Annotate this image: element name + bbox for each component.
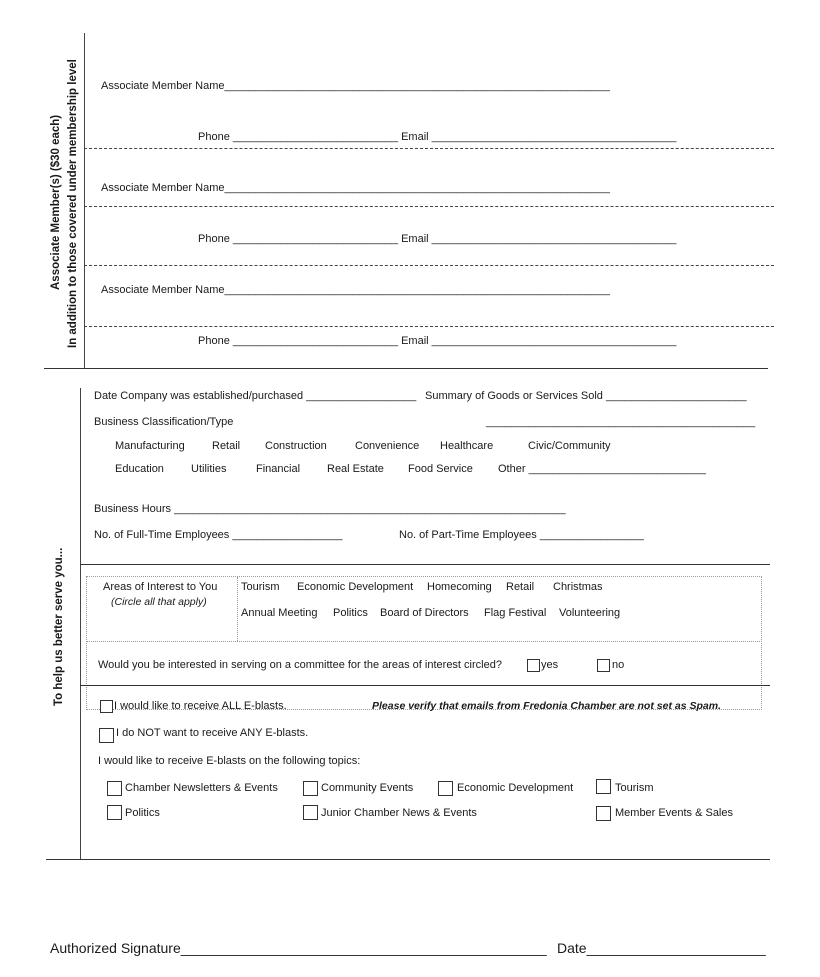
topic-checkbox[interactable] <box>438 781 453 796</box>
classification-option[interactable]: Construction <box>265 440 327 452</box>
classification-extra-line[interactable]: ____________________________________________ <box>486 416 756 428</box>
committee-yes-label: yes <box>541 659 559 671</box>
section-rule <box>44 368 768 369</box>
interest-option[interactable]: Board of Directors <box>380 607 469 619</box>
separator <box>84 265 774 266</box>
separator <box>84 326 774 327</box>
areas-of-interest-hint: (Circle all that apply) <box>111 596 207 608</box>
classification-option[interactable]: Education <box>115 463 164 475</box>
associate-name-field[interactable]: Associate Member Name_______________________________________________________________ <box>101 182 610 194</box>
eblast-all-label: I would like to receive ALL E-blasts. <box>114 700 287 712</box>
classification-option[interactable]: Real Estate <box>327 463 384 475</box>
topic-checkbox[interactable] <box>596 806 611 821</box>
section-rule <box>46 859 770 860</box>
interest-option[interactable]: Homecoming <box>427 581 492 593</box>
topic-label: Junior Chamber News & Events <box>321 807 477 819</box>
signature-date-field[interactable]: Date_______________________ <box>557 940 766 956</box>
interest-option[interactable]: Economic Development <box>297 581 414 593</box>
serve-section-divider <box>80 388 81 859</box>
eblast-all-checkbox[interactable] <box>100 700 113 713</box>
associate-name-field[interactable]: Associate Member Name_______________________________________________________________ <box>101 80 610 92</box>
topic-label: Community Events <box>321 782 414 794</box>
topic-label: Member Events & Sales <box>615 807 733 819</box>
classification-other-field[interactable]: Other _____________________________ <box>498 463 706 475</box>
topic-checkbox[interactable] <box>303 805 318 820</box>
spam-note: Please verify that emails from Fredonia Chamber are not set as Spam. <box>372 700 721 712</box>
interest-option[interactable]: Christmas <box>553 581 603 593</box>
topic-label: Tourism <box>615 782 654 794</box>
eblast-topics-intro: I would like to receive E-blasts on the following topics: <box>98 755 361 767</box>
separator <box>84 206 774 207</box>
serve-side-title: To help us better serve you... <box>53 547 65 706</box>
classification-option[interactable]: Healthcare <box>440 440 494 452</box>
date-established-field[interactable]: Date Company was established/purchased __________________ <box>94 390 417 402</box>
associate-phone-email-field[interactable]: Phone ___________________________ Email ________________________________________ <box>198 335 677 347</box>
section-rule <box>80 685 770 686</box>
associate-name-field[interactable]: Associate Member Name_______________________________________________________________ <box>101 284 610 296</box>
interest-option[interactable]: Annual Meeting <box>241 607 318 619</box>
committee-yes-checkbox[interactable] <box>527 659 540 672</box>
interest-option[interactable]: Tourism <box>241 581 280 593</box>
full-time-employees-field[interactable]: No. of Full-Time Employees __________________ <box>94 529 343 541</box>
classification-option[interactable]: Retail <box>212 440 241 452</box>
separator <box>84 148 774 149</box>
eblast-none-checkbox[interactable] <box>99 728 114 743</box>
interest-option[interactable]: Politics <box>333 607 368 619</box>
part-time-employees-field[interactable]: No. of Part-Time Employees _________________ <box>399 529 644 541</box>
committee-no-checkbox[interactable] <box>597 659 610 672</box>
topic-label: Politics <box>125 807 160 819</box>
associate-side-title: Associate Member(s) ($30 each) <box>50 114 62 290</box>
interest-option[interactable]: Volunteering <box>559 607 621 619</box>
associate-side-subtitle: In addition to those covered under membership level <box>67 59 79 348</box>
areas-column-divider <box>237 577 238 641</box>
topic-label: Chamber Newsletters & Events <box>125 782 278 794</box>
topic-checkbox[interactable] <box>107 805 122 820</box>
associate-phone-email-field[interactable]: Phone ___________________________ Email ________________________________________ <box>198 131 677 143</box>
summary-goods-field[interactable]: Summary of Goods or Services Sold _______________________ <box>425 390 747 402</box>
authorized-signature-field[interactable]: Authorized Signature_______________________________________________ <box>50 940 547 956</box>
eblast-none-label: I do NOT want to receive ANY E-blasts. <box>116 727 309 739</box>
classification-option[interactable]: Civic/Community <box>528 440 611 452</box>
topic-label: Economic Development <box>457 782 574 794</box>
topic-checkbox[interactable] <box>303 781 318 796</box>
topic-checkbox[interactable] <box>596 779 611 794</box>
business-classification-label: Business Classification/Type <box>94 416 234 428</box>
section-rule <box>80 564 770 565</box>
areas-row-divider <box>87 641 760 642</box>
committee-question: Would you be interested in serving on a committee for the areas of interest circled? <box>98 659 502 671</box>
associate-phone-email-field[interactable]: Phone ___________________________ Email ________________________________________ <box>198 233 677 245</box>
interest-option[interactable]: Flag Festival <box>484 607 547 619</box>
areas-of-interest-label: Areas of Interest to You <box>103 581 218 593</box>
classification-option[interactable]: Financial <box>256 463 301 475</box>
interest-option[interactable]: Retail <box>506 581 535 593</box>
classification-option[interactable]: Convenience <box>355 440 420 452</box>
classification-option[interactable]: Food Service <box>408 463 473 475</box>
business-hours-field[interactable]: Business Hours ________________________________________________________________ <box>94 503 566 515</box>
committee-no-label: no <box>612 659 625 671</box>
classification-option[interactable]: Manufacturing <box>115 440 185 452</box>
topic-checkbox[interactable] <box>107 781 122 796</box>
associate-section-divider <box>84 33 85 368</box>
classification-option[interactable]: Utilities <box>191 463 227 475</box>
